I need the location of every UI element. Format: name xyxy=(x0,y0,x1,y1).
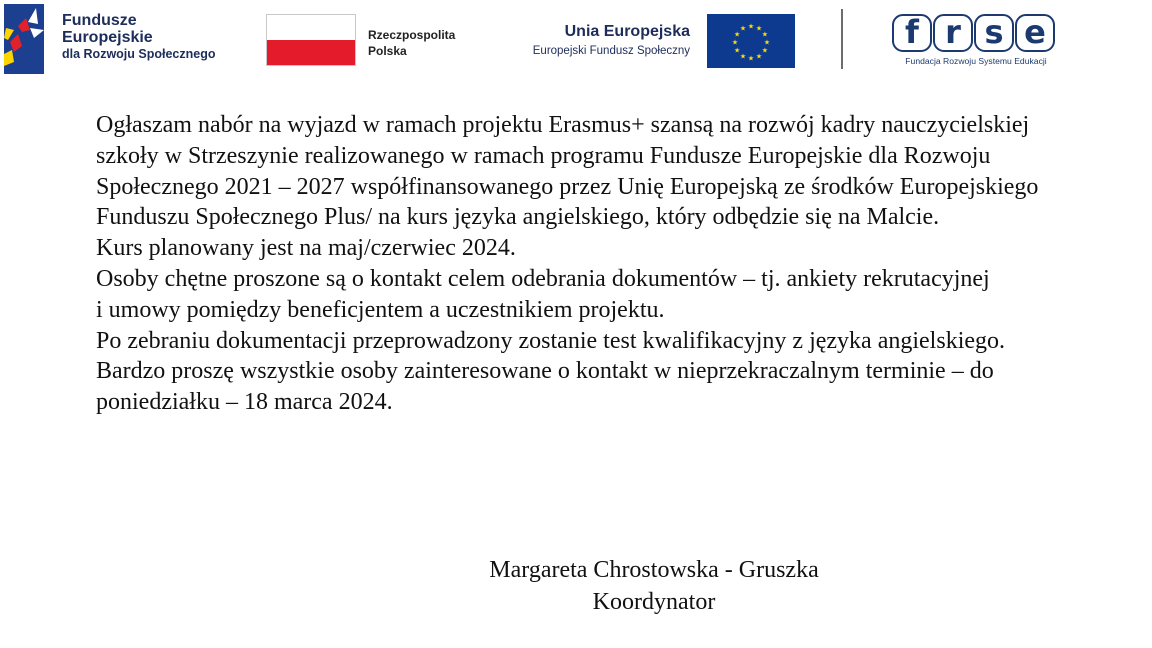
poland-logo-line1: Rzeczpospolita xyxy=(368,28,456,42)
eu-flag-icon xyxy=(707,14,795,68)
svg-text:★: ★ xyxy=(739,24,747,33)
fe-logo xyxy=(4,4,264,74)
logo-divider xyxy=(841,9,843,69)
svg-text:★: ★ xyxy=(755,24,763,33)
announcement-paragraph: Po zebraniu dokumentacji przeprowadzony zostanie test kwalifikacyjny z języka angielskiego. xyxy=(96,327,1006,354)
signature-name: Margareta Chrostowska - Gruszka xyxy=(489,557,819,583)
svg-text:★: ★ xyxy=(761,46,769,55)
fe-logo-line3: dla Rozwoju Społecznego xyxy=(62,47,216,61)
fe-logo-line1: Fundusze xyxy=(62,12,137,29)
eu-logo-text xyxy=(500,22,690,58)
poland-flag-icon xyxy=(266,14,356,66)
announcement-paragraph: Bardzo proszę wszystkie osoby zainteresowane o kontakt w nieprzekraczalnym terminie – do poniedziałku – 18 marca 2024. xyxy=(96,358,994,416)
svg-text:★: ★ xyxy=(755,52,763,61)
frse-logo xyxy=(888,14,1064,72)
frse-letter-s: s xyxy=(974,14,1014,52)
svg-text:★: ★ xyxy=(761,30,769,39)
frse-letters xyxy=(888,14,1064,54)
fe-star-flag-icon xyxy=(4,4,48,74)
logo-bar xyxy=(0,0,1152,80)
frse-letter-e: e xyxy=(1015,14,1055,52)
svg-text:★: ★ xyxy=(747,22,755,31)
poland-logo-line2: Polska xyxy=(368,44,407,58)
eu-flag-svg xyxy=(707,14,795,68)
frse-subtitle: Fundacja Rozwoju Systemu Edukacji xyxy=(905,56,1047,66)
fe-logo-text xyxy=(62,12,215,62)
svg-text:★: ★ xyxy=(763,38,771,47)
svg-text:★: ★ xyxy=(739,52,747,61)
eu-name: Unia Europejska xyxy=(564,23,690,40)
svg-text:★: ★ xyxy=(733,46,741,55)
frse-letter-r: r xyxy=(933,14,973,52)
announcement-paragraph: Ogłaszam nabór na wyjazd w ramach projektu Erasmus+ szansą na rozwój kadry nauczycielskiej szkoły w Strzeszynie realizowanego w ramach programu Fundusze Europejskie dla Rozwoju Społecznego 2021 – 2027 współfinansowanego przez Unię Europejską ze środków Europejskiego Funduszu Społecznego Plus/ na kurs języka angielskiego, który odbędzie się na Malcie. xyxy=(96,112,1039,231)
svg-text:★: ★ xyxy=(747,54,755,63)
poland-logo-text xyxy=(368,27,455,59)
announcement-paragraph: i umowy pomiędzy beneficjentem a uczestnikiem projektu. xyxy=(96,296,665,323)
announcement-paragraph: Osoby chętne proszone są o kontakt celem odebrania dokumentów – tj. ankiety rekrutacyjnej xyxy=(96,265,990,292)
signature xyxy=(360,554,948,618)
poland-logo xyxy=(266,14,476,68)
eu-fund-name: Europejski Fundusz Społeczny xyxy=(532,45,690,57)
announcement-body xyxy=(96,110,1096,418)
announcement-paragraph: Kurs planowany jest na maj/czerwiec 2024. xyxy=(96,235,516,262)
svg-text:★: ★ xyxy=(731,38,739,47)
frse-letter-f: f xyxy=(892,14,932,52)
signature-role: Koordynator xyxy=(592,589,716,615)
fe-logo-line2: Europejskie xyxy=(62,29,153,46)
svg-text:★: ★ xyxy=(733,30,741,39)
